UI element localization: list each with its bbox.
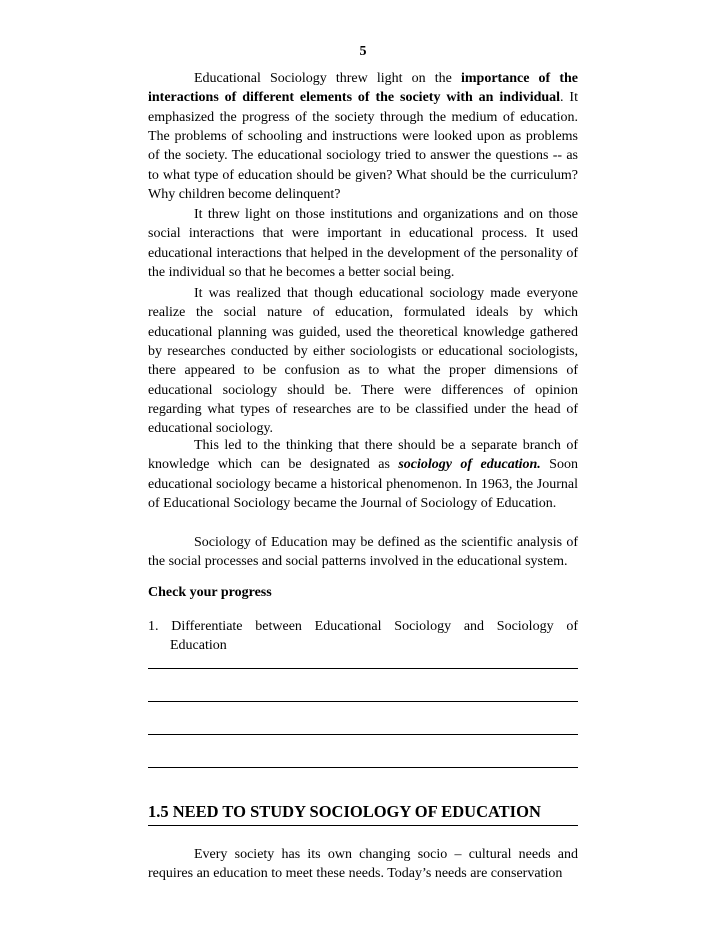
section-heading: 1.5 NEED TO STUDY SOCIOLOGY OF EDUCATION (148, 801, 578, 826)
paragraph-society-needs: Every society has its own changing socio – cultural needs and requires an education to meet these needs. Today’s needs are conservation (148, 847, 578, 882)
question-word: Educational (314, 619, 382, 634)
paragraph-definition: Sociology of Education may be defined as the scientific analysis of the social processes and social patterns involved in the educational system. (148, 535, 578, 570)
p1-rest-text: . It emphasized the progress of the society through the medium of education. The problems of schooling and instructions were looked upon as problems of the society. The educational sociology tried to answer the questions -- as to what type of education should be given? What should be the curriculum? Why children become delinquent? (148, 90, 578, 203)
question-word: and (463, 619, 485, 634)
question-word: of (566, 619, 578, 634)
p4-bold-italic-term: sociology of education. (398, 457, 541, 473)
question-number: 1. (148, 619, 159, 634)
question-word: Differentiate (171, 619, 243, 634)
question-continuation: Education (170, 638, 227, 654)
answer-line-1[interactable] (148, 668, 578, 669)
check-progress-heading: Check your progress (148, 585, 272, 600)
question-first-line (148, 617, 578, 636)
question-word: between (255, 619, 302, 634)
answer-line-4[interactable] (148, 767, 578, 768)
question-word: Sociology (394, 619, 452, 634)
p4-rest-text: Soon educational sociology became a historical phenomenon. In 1963, the Journal of Educational Sociology became the Journal of Sociology of Education. (148, 457, 578, 512)
p1-bold-emphasis: importance of the interactions of different elements of the society with an individual (148, 71, 578, 106)
progress-question-1 (148, 617, 578, 656)
p1-intro-text: Educational Sociology threw light on the (194, 71, 461, 86)
p4-intro-text: This led to the thinking that there should be a separate branch of knowledge which can be designated as (148, 438, 578, 473)
answer-line-3[interactable] (148, 734, 578, 735)
paragraph-confusion-dimensions: It was realized that though educational sociology made everyone realize the social nature of education, formulated ideals by which educational planning was guided, used the theoretical knowledge gathered by researches conducted by either sociologists or educational sociologists, there appeared to be confusion as to what the proper dimensions of educational sociology should be. There were differences of opinion regarding what types of researches are to be classified under the head of educational sociology. (148, 286, 578, 437)
paragraph-separate-branch (148, 436, 578, 513)
paragraph-educational-sociology-interactions (148, 69, 578, 204)
paragraph-institutions-interactions: It threw light on those institutions and organizations and on those social interactions that were important in educational process. It used educational interactions that helped in the development of the personality of the individual so that he becomes a better social being. (148, 207, 578, 281)
answer-line-2[interactable] (148, 701, 578, 702)
question-word: Sociology (496, 619, 554, 634)
page-number: 5 (359, 44, 367, 59)
